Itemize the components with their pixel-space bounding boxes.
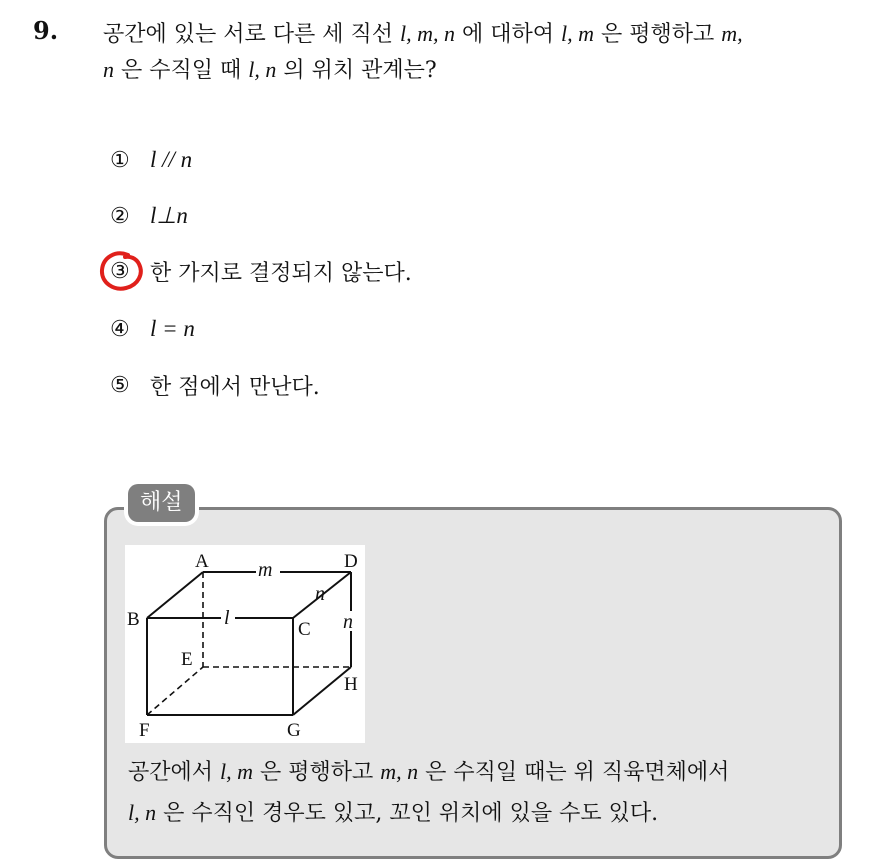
- label-a: A: [195, 551, 209, 572]
- explanation-line: [128, 752, 838, 793]
- label-l: l: [224, 607, 230, 629]
- math-vars: l, m: [560, 21, 594, 46]
- label-d: D: [344, 551, 358, 572]
- question-text-part: 에 대하여: [454, 22, 561, 47]
- question-text-part: 의 위치 관계는?: [276, 58, 437, 83]
- explanation-part: 은 수직인 경우도 있고, 꼬인 위치에 있을 수도 있다.: [156, 801, 659, 826]
- math-vars: l, n: [248, 57, 277, 82]
- label-m: m: [258, 559, 273, 581]
- question-number: 9.: [33, 16, 59, 45]
- choice-3[interactable]: [110, 254, 412, 288]
- cuboid-figure: [125, 545, 365, 743]
- choice-text: 한 가지로 결정되지 않는다.: [150, 260, 412, 286]
- label-h: H: [344, 674, 358, 695]
- choice-number: ②: [110, 203, 130, 229]
- math-vars: m,: [721, 21, 743, 46]
- choice-text: l = n: [150, 316, 195, 341]
- math-vars: n: [103, 57, 114, 82]
- question-text-part: 은 수직일 때: [114, 58, 249, 83]
- question-text-part: 은 평행하고: [593, 22, 722, 47]
- math-vars: l, m: [220, 759, 254, 784]
- choice-2[interactable]: [110, 199, 188, 233]
- explanation-text: [128, 752, 838, 834]
- label-g: G: [287, 720, 301, 741]
- answer-circle-mark: [98, 248, 148, 294]
- math-vars: m, n: [380, 759, 419, 784]
- explanation-line: [128, 793, 838, 834]
- choice-number: ①: [110, 147, 130, 173]
- label-n-top: n: [315, 583, 325, 605]
- question-text: [103, 16, 873, 88]
- math-vars: l, m, n: [399, 21, 455, 46]
- choice-number: ④: [110, 316, 130, 342]
- explanation-tag: 해설: [128, 484, 195, 522]
- choice-4[interactable]: [110, 312, 195, 346]
- math-vars: l, n: [128, 800, 157, 825]
- choice-1[interactable]: [110, 143, 192, 177]
- label-e: E: [181, 649, 193, 670]
- choice-text: 한 점에서 만난다.: [150, 374, 320, 400]
- explanation-part: 은 평행하고: [253, 760, 381, 785]
- label-c: C: [298, 619, 311, 640]
- question-text-part: 공간에 있는 서로 다른 세 직선: [103, 22, 400, 47]
- label-b: B: [127, 609, 140, 630]
- choice-5[interactable]: [110, 368, 320, 402]
- label-n-right: n: [343, 611, 353, 633]
- choice-text: l // n: [150, 147, 193, 172]
- choice-number: ③: [110, 258, 130, 284]
- explanation-part: 공간에서: [128, 760, 221, 785]
- explanation-part: 은 수직일 때는 위 직육면체에서: [418, 760, 730, 785]
- label-f: F: [139, 720, 150, 741]
- choice-number: ⑤: [110, 372, 130, 398]
- choice-text: l⊥n: [150, 203, 188, 228]
